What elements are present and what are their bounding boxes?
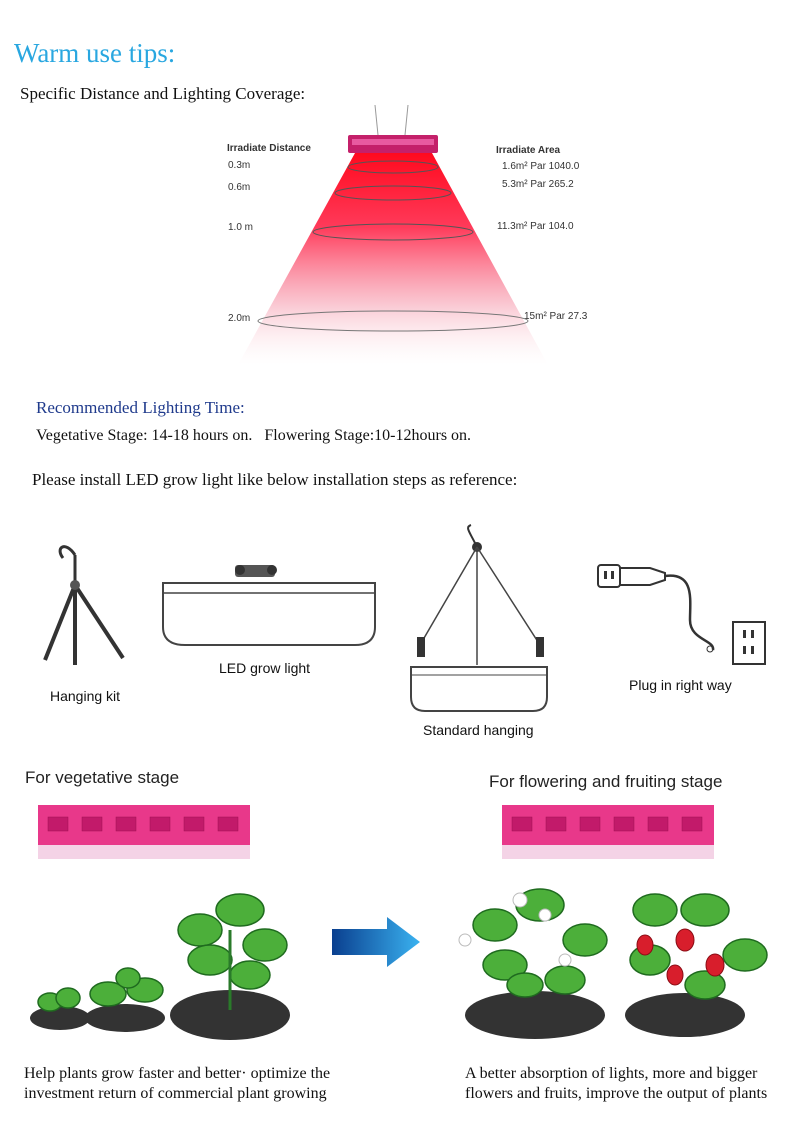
coverage-diagram <box>0 95 800 395</box>
distance-header: Irradiate Distance <box>227 143 311 154</box>
caption-led-light: LED grow light <box>219 660 311 676</box>
caption-standard-hanging: Standard hanging <box>423 722 534 738</box>
coverage-heading: Specific Distance and Lighting Coverage: <box>20 84 306 103</box>
page-title: Warm use tips: <box>14 38 176 68</box>
area-header: Irradiate Area <box>496 145 561 156</box>
led-light-icon <box>160 565 380 640</box>
right-arrow-icon <box>332 917 422 967</box>
lighting-time-detail: Vegetative Stage: 14-18 hours on. Flowering Stage:10-12hours on. <box>36 427 472 444</box>
vegetative-lamp-panel <box>38 805 253 863</box>
vegetative-plants-illustration <box>30 890 310 1050</box>
flowering-description: A better absorption of lights, more and bigger flowers and fruits, improve the output of plants <box>465 1065 768 1102</box>
distance-label: 0.3m <box>228 160 251 171</box>
vegetative-stage-title: For vegetative stage <box>25 768 180 787</box>
caption-hanging-kit: Hanging kit <box>50 688 121 704</box>
area-label: 15m² Par 27.3 <box>524 311 588 322</box>
caption-plug: Plug in right way <box>629 677 732 693</box>
distance-label: 1.0 m <box>228 222 254 233</box>
lighting-time-heading: Recommended Lighting Time: <box>36 398 245 417</box>
distance-label: 2.0m <box>228 313 251 324</box>
flowering-lamp-panel <box>502 805 717 863</box>
distance-label: 0.6m <box>228 182 251 193</box>
hanging-kit-icon <box>35 540 135 680</box>
install-heading: Please install LED grow light like below installation steps as reference: <box>32 470 518 489</box>
area-label: 1.6m² Par 1040.0 <box>502 161 580 172</box>
plug-icon <box>595 560 775 670</box>
flowering-plants-illustration <box>445 885 785 1045</box>
vegetative-description: Help plants grow faster and better· optimize the investment return of commercial plant growing <box>24 1065 331 1102</box>
standard-hanging-icon <box>405 525 565 715</box>
flowering-stage-title: For flowering and fruiting stage <box>489 772 723 791</box>
area-label: 5.3m² Par 265.2 <box>502 179 574 190</box>
area-label: 11.3m² Par 104.0 <box>497 221 574 232</box>
